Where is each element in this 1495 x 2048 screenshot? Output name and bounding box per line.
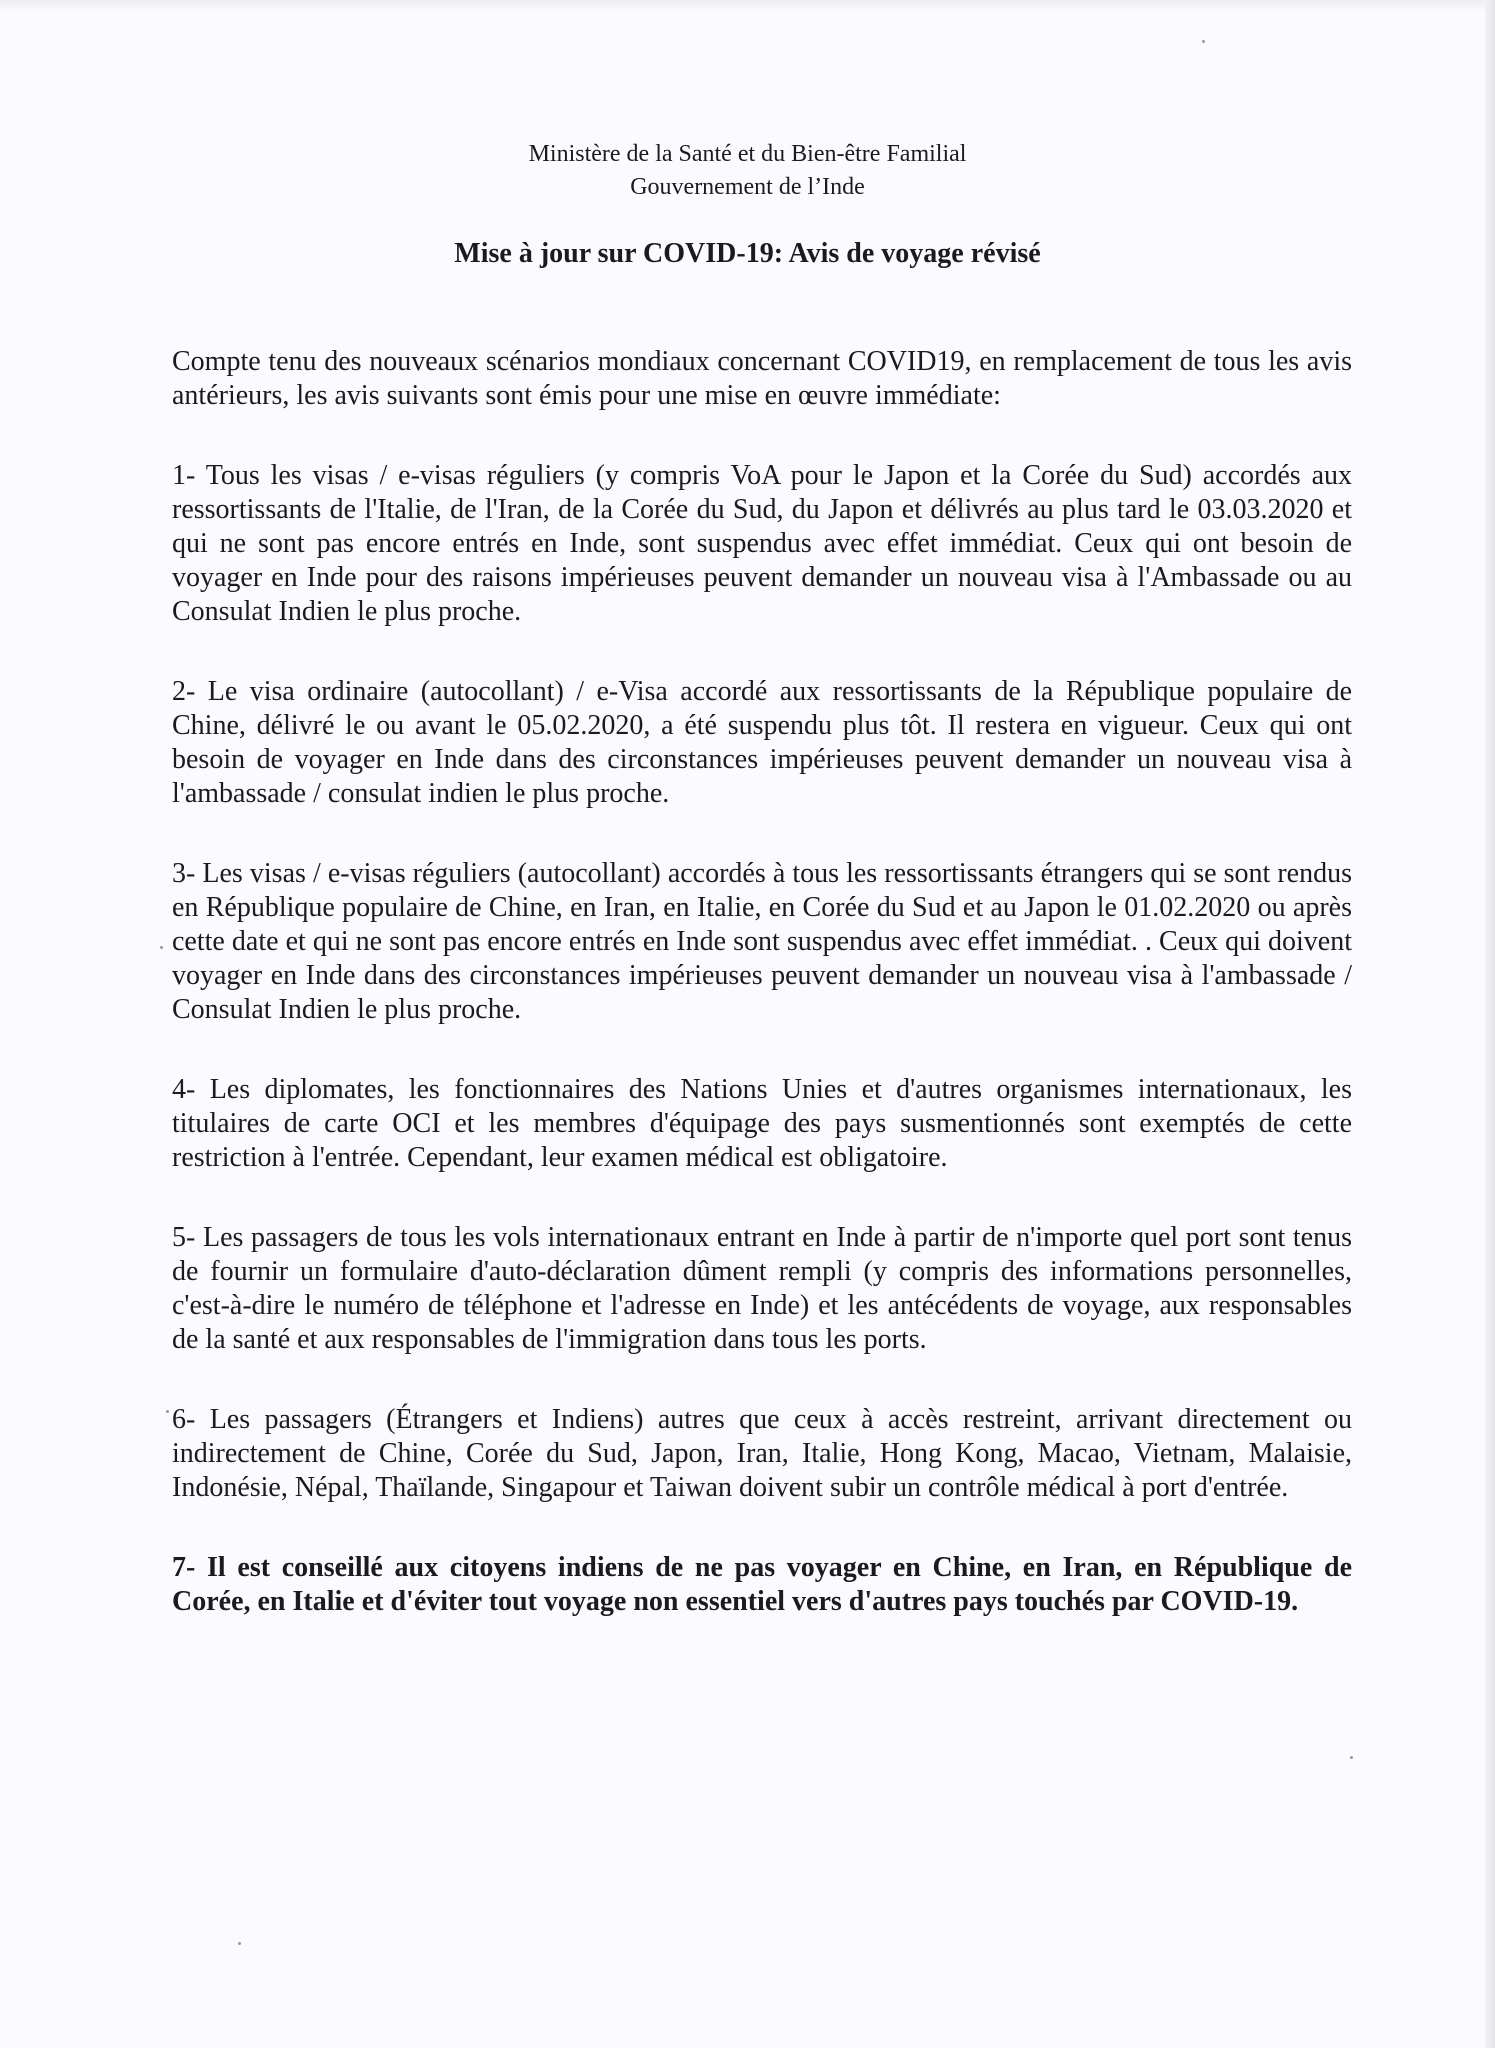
advisory-3: 3- Les visas / e-visas réguliers (autocollant) accordés à tous les ressortissants étrangers qui se sont rendus en République populaire de Chine, en Iran, en Italie, en Corée du Sud et au Japon le 01.02.2020 ou après cette date et qui ne sont pas encore entrés en Inde sont suspendus avec effet immédiat. . Ceux qui doivent voyager en Inde dans des circonstances impérieuses peuvent demander un nouveau visa à l'ambassade / Consulat Indien le plus proche. xyxy=(172,858,1352,1025)
advisory-4: 4- Les diplomates, les fonctionnaires des Nations Unies et d'autres organismes internationaux, les titulaires de carte OCI et les membres d'équipage des pays susmentionnés sont exemptés de cette restriction à l'entrée. Cependant, leur examen médical est obligatoire. xyxy=(172,1074,1352,1173)
scan-right-edge xyxy=(1485,0,1495,2048)
scan-speck xyxy=(160,946,163,949)
document-header xyxy=(0,138,1495,204)
intro-paragraph: Compte tenu des nouveaux scénarios mondiaux concernant COVID19, en remplacement de tous les avis antérieurs, les avis suivants sont émis pour une mise en œuvre immédiate: xyxy=(172,346,1352,411)
advisory-2: 2- Le visa ordinaire (autocollant) / e-Visa accordé aux ressortissants de la République populaire de Chine, délivré le ou avant le 05.02.2020, a été suspendu plus tôt. Il restera en vigueur. Ceux qui ont besoin de voyager en Inde dans des circonstances impérieuses peuvent demander un nouveau visa à l'ambassade / consulat indien le plus proche. xyxy=(172,676,1352,809)
scan-speck xyxy=(166,1410,169,1413)
scan-top-edge xyxy=(0,0,1495,12)
advisory-6: 6- Les passagers (Étrangers et Indiens) autres que ceux à accès restreint, arrivant directement ou indirectement de Chine, Corée du Sud, Japon, Iran, Italie, Hong Kong, Macao, Vietnam, Malaisie, Indonésie, Népal, Thaïlande, Singapour et Taiwan doivent subir un contrôle médical à port d'entrée. xyxy=(172,1404,1352,1503)
advisory-1: 1- Tous les visas / e-visas réguliers (y compris VoA pour le Japon et la Corée du Sud) accordés aux ressortissants de l'Italie, de l'Iran, de la Corée du Sud, du Japon et délivrés au plus tard le 03.03.2020 et qui ne sont pas encore entrés en Inde, sont suspendus avec effet immédiat. Ceux qui ont besoin de voyager en Inde pour des raisons impérieuses peuvent demander un nouveau visa à l'Ambassade ou au Consulat Indien le plus proche. xyxy=(172,460,1352,627)
scan-speck xyxy=(238,1942,241,1945)
document-body xyxy=(172,345,1352,1665)
advisory-5: 5- Les passagers de tous les vols internationaux entrant en Inde à partir de n'importe quel port sont tenus de fournir un formulaire d'auto-déclaration dûment rempli (y compris des informations personnelles, c'est-à-dire le numéro de téléphone et l'adresse en Inde) et les antécédents de voyage, aux responsables de la santé et aux responsables de l'immigration dans tous les ports. xyxy=(172,1222,1352,1355)
scan-speck xyxy=(1350,1756,1353,1759)
scan-speck xyxy=(1202,40,1205,43)
document-title: Mise à jour sur COVID-19: Avis de voyage révisé xyxy=(454,238,1041,269)
advisory-7: 7- Il est conseillé aux citoyens indiens de ne pas voyager en Chine, en Iran, en République de Corée, en Italie et d'éviter tout voyage non essentiel vers d'autres pays touchés par COVID-19. xyxy=(172,1552,1352,1617)
ministry-name: Ministère de la Santé et du Bien-être Familial xyxy=(528,141,967,167)
government-name: Gouvernement de l’Inde xyxy=(630,174,865,200)
